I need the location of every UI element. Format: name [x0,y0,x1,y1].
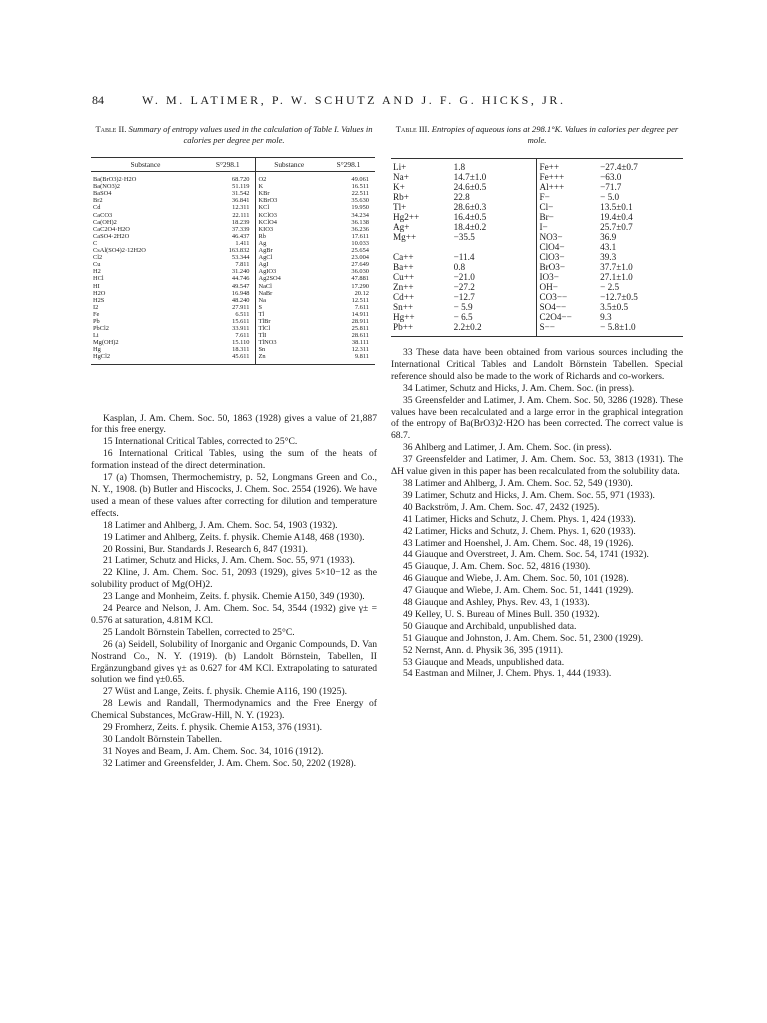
footnote-right: 51 Giauque and Johnston, J. Am. Chem. Soc. 51, 2300 (1929). [403,632,644,644]
table2-substance-cell: Cd [93,204,101,212]
table3-value-cell: 43.1 [600,242,617,252]
table3-value-cell: −12.7 [452,292,537,302]
footnote-right: 36 Ahlberg and Latimer, J. Am. Chem. Soc. (in press). [403,442,612,454]
table3-value-cell: 25.7±0.7 [600,222,633,232]
table3-ion-cell: Tl+ [393,202,407,212]
table3-value-cell: 3.5±0.5 [600,302,629,312]
table3-value-cell: − 2.5 [600,282,620,292]
table3-value-cell: 28.6±0.3 [452,202,537,212]
footnote-right: 49 Kelley, U. S. Bureau of Mines Bull. 350 (1932). [403,608,600,620]
table3-value-cell: −63.0 [600,172,622,182]
table2-entropy-cell: 27.911 [200,304,256,311]
table2-entropy-cell: 47.881 [351,275,369,283]
table2-row [91,226,375,233]
table2-substance-cell: NaCl [258,282,272,290]
table2-substance-cell: HCl [93,275,104,283]
table2-entropy-cell: 49.547 [200,283,256,290]
table3-value-cell: − 6.5 [452,312,537,322]
table2-entropy-cell: 22.511 [351,190,369,198]
table3-ion-cell: K+ [393,182,405,192]
table2-entropy-cell: 1.411 [200,240,256,247]
footnote-left: 20 Rossini, Bur. Standards J. Research 6, 847 (1931). [103,543,308,555]
table2-entropy-cell: 12.311 [200,204,256,211]
table2-substance-cell: PbCl2 [93,325,109,333]
table2-row [91,254,375,261]
footnote-right: 37 Greensfelder and Latimer, J. Am. Chem. Soc. 53, 3813 (1931). The ΔH value given in this paper has been recalculated from the solubility data. [391,454,683,478]
table2-entropy-cell: 35.630 [351,197,369,205]
table2-row [91,283,375,290]
footnote-right: 39 Latimer, Schutz and Hicks, J. Am. Chem. Soc. 55, 971 (1933). [403,489,655,501]
table2-header-row [91,158,375,172]
table2-entropy-cell: 23.004 [351,254,369,262]
table2-substance-cell: Na [258,296,266,304]
table2-col-header: S°298.1 [200,158,256,172]
table2-entropy-cell: 45.611 [200,353,256,364]
table2-row [91,240,375,247]
table3-ion-cell: Al+++ [539,182,565,192]
table2-entropy-cell: 25.811 [351,325,369,333]
footnote-left: 23 Lange and Monheim, Zeits. f. physik. Chemie A150, 349 (1930). [103,591,365,603]
footnote-left: 31 Noyes and Beam, J. Am. Chem. Soc. 34, 1016 (1912). [103,745,324,757]
table2-row [91,311,375,318]
table3-value-cell: −27.4±0.7 [600,162,638,172]
table2-substance-cell: Cu [93,261,101,269]
table2-substance-cell: HI [93,282,100,290]
table2-entropy-cell: 17.611 [351,232,369,240]
footnote-left: 26 (a) Seidell, Solubility of Inorganic and Organic Compounds, D. Van Nostrand Co., N. Y. (1919). (b) Landolt Börnstein, Tabellen, II Ergänzungband gives γ± as 0.627 for 4M KCl. Extrapolating to saturated solution we find γ±0.65. [91,638,377,686]
left-column [91,124,377,770]
footnote-right: 38 Latimer and Ahlberg, J. Am. Chem. Soc. 52, 549 (1930). [403,477,633,489]
table3-ion-cell: C2O4−− [539,312,572,322]
table3-caption [391,124,683,151]
table3-ion-cell: Li+ [393,162,407,172]
table2-substance-cell: TlCl [258,325,271,333]
footnote-left: 27 Wüst and Lange, Zeits. f. physik. Chemie A116, 190 (1925). [103,686,348,698]
table2-entropy-cell: 27.649 [351,261,369,269]
table3-ion-cell: Hg2++ [393,212,420,222]
table3-ion-cell [391,242,452,252]
table2-row [91,268,375,275]
table2-row [91,290,375,297]
table3-ion-cell: Cd++ [393,292,415,302]
table2-substance-cell: K [258,183,264,191]
table2-entropy-cell: 10.033 [351,239,369,247]
table2-row [91,304,375,311]
table2-entropy-cell: 14.911 [351,310,369,318]
table2-row [91,353,375,364]
footnote-left: 15 International Critical Tables, corrected to 25°C. [103,436,298,448]
table2-substance-cell: AgIO3 [258,268,277,276]
table3-ion-cell: Pb++ [393,322,414,332]
table2-entropy-cell: 25.654 [351,247,369,255]
table3-body [391,159,683,337]
footnote-right: 43 Latimer and Hoenshel, J. Am. Chem. Soc. 48, 19 (1926). [403,537,634,549]
table2-row [91,219,375,226]
table2-entropy-cell: 51.119 [200,183,256,190]
table3-ion-cell: Fe++ [539,162,560,172]
table2-entropy-cell: 17.290 [351,282,369,290]
table2-substance-cell: Ag2SO4 [258,275,281,283]
table3-caption-lead: Table III. [395,124,430,134]
table2-substance-cell: H2 [93,268,101,276]
table2-body [91,172,375,364]
table2-row [91,204,375,211]
table3-ion-cell: Ca++ [393,252,414,262]
table2-substance-cell: Hg [93,346,101,354]
footnote-left: 18 Latimer and Ahlberg, J. Am. Chem. Soc. 54, 1903 (1932). [103,519,338,531]
table3-ion-cell: BrO3− [539,262,566,272]
table2-substance-cell: KCl [258,204,270,212]
table2-entropy-cell: 22.111 [200,212,256,219]
table3-value-cell: 2.2±0.2 [452,322,537,337]
footnote-left: 28 Lewis and Randall, Thermodynamics and the Free Energy of Chemical Substances, McGraw-Hill, N. Y. (1923). [91,698,377,722]
table3-value-cell: 16.4±0.5 [452,212,537,222]
table2-entropy-cell: 7.611 [354,303,369,311]
footnote-right: 33 These data have been obtained from various sources including the International Critical Tables and Landolt Börnstein Tabellen. Special reference should also be made to the work of Richards and co-workers. [391,347,683,382]
table3-value-cell: 13.5±0.1 [600,202,633,212]
table2-entropy-cell: 48.240 [200,297,256,304]
table2-substance-cell: I2 [93,303,99,311]
table3-ion-cell: CO3−− [539,292,568,302]
table3-row [391,192,683,202]
running-title: W. M. LATIMER, P. W. SCHUTZ AND J. F. G. HICKS, JR. [142,93,566,107]
table2-col-header: Substance [256,158,322,172]
footnote-right: 50 Giauque and Archibald, unpublished data. [403,620,577,632]
table3-ion-cell: Ag+ [393,222,410,232]
table2-entropy-cell: 7.811 [200,261,256,268]
footnote-left: 17 (a) Thomsen, Thermochemistry, p. 52, Longmans Green and Co., N. Y., 1908. (b) Butler and Hiscocks, J. Chem. Soc. 2554 (1926). We have used a mean of these values after correcting for dilution and temperature effects. [91,472,377,519]
table2-substance-cell: CaC2O4·H2O [93,225,130,233]
table2-entropy-cell: 36.030 [351,268,369,276]
table3-row [391,202,683,212]
table3-ion-cell: Sn++ [393,302,414,312]
table2-col-header: S°298.1 [322,158,375,172]
table2-entropy-cell: 31.240 [200,268,256,275]
table2-substance-cell: BaSO4 [93,190,112,198]
table2-entropy-cell: 6.511 [200,311,256,318]
table2-entropy-cell: 37.339 [200,226,256,233]
table2-substance-cell: AgCl [258,254,273,262]
table3-ion-cell: Na+ [393,172,409,182]
table2-substance-cell: Fe [93,310,100,318]
table2-substance-cell: Zn [258,353,266,361]
footnote-right: 44 Giauque and Overstreet, J. Am. Chem. Soc. 54, 1741 (1932). [403,549,649,561]
table2 [91,157,375,365]
table3-caption-text: Entropies of aqueous ions at 298.1°K. Values in calories per degree per mole. [431,124,679,145]
table2-substance-cell: AgI [258,261,269,269]
table3-value-cell: 39.3 [600,252,617,262]
table3-value-cell: 36.9 [600,232,617,242]
table2-row [91,183,375,190]
table3-value-cell: − 5.8±1.0 [600,322,636,332]
table2-entropy-cell: 28.911 [351,317,369,325]
table2-substance-cell: Ag [258,239,267,247]
right-column [391,124,683,680]
table2-row [91,346,375,353]
table2-substance-cell: H2S [93,296,105,304]
table3-ion-cell: F− [539,192,550,202]
table2-entropy-cell: 18.311 [200,346,256,353]
table2-substance-cell: H2O [93,289,106,297]
table3-value-cell: 22.8 [452,192,537,202]
table2-substance-cell: NaBr [258,289,273,297]
table2-substance-cell: CsAl(SO4)2·12H2O [93,247,146,255]
table3-row [391,182,683,192]
table2-entropy-cell: 12.311 [351,346,369,354]
table2-entropy-cell: 53.344 [200,254,256,261]
table3-value-cell: −27.2 [452,282,537,292]
table2-substance-cell: Cl2 [93,254,103,262]
table2-entropy-cell: 68.720 [200,172,256,184]
table3-value-cell [452,242,537,252]
footnote-right: 41 Latimer, Hicks and Schutz, J. Chem. Phys. 1, 424 (1933). [403,513,636,525]
table2-entropy-cell: 31.542 [200,190,256,197]
table3-value-cell: 0.8 [452,262,537,272]
table2-row [91,233,375,240]
table3-row [391,322,683,337]
table2-entropy-cell: 15.611 [200,318,256,325]
table3-row [391,252,683,262]
table2-entropy-cell: 19.950 [351,204,369,212]
table3-row [391,272,683,282]
table2-caption-lead: Table II. [95,124,127,134]
table2-entropy-cell: 36.841 [200,197,256,204]
footnote-left: 32 Latimer and Greensfelder, J. Am. Chem. Soc. 50, 2202 (1928). [103,757,356,769]
table2-substance-cell: Ca(OH)2 [93,218,117,226]
table2-entropy-cell: 34.234 [351,211,369,219]
table2-entropy-cell: 28.611 [351,332,369,340]
table2-substance-cell: O2 [258,176,267,184]
table2-entropy-cell: 49.061 [351,176,369,184]
table3-value-cell: 18.4±0.2 [452,222,537,232]
table3-ion-cell: IO3− [539,272,559,282]
table2-entropy-cell: 38.111 [351,339,369,347]
table3-ion-cell: I− [539,222,548,232]
table3-row [391,172,683,182]
footnote-right: 42 Latimer, Hicks and Schutz, J. Chem. Phys. 1, 620 (1933). [403,525,636,537]
table3-row [391,302,683,312]
left-footnotes [91,413,377,770]
table3-ion-cell: S−− [539,322,555,332]
table2-entropy-cell: 16.948 [200,290,256,297]
table3-row [391,159,683,173]
table2-entropy-cell: 20.12 [354,289,369,297]
table3-ion-cell: Cl− [539,202,554,212]
table2-substance-cell: KIO3 [258,225,274,233]
footnote-right: 54 Eastman and Milner, J. Chem. Phys. 1, 444 (1933). [403,668,612,680]
table2-row [91,197,375,204]
table2-caption-text: Summary of entropy values used in the calculation of Table I. Values in calories per degree per mole. [128,124,373,145]
table3-ion-cell: Mg++ [393,232,417,242]
footnote-left: Kasplan, J. Am. Chem. Soc. 50, 1863 (1928) gives a value of 21,887 for this free energy. [91,412,377,436]
table2-substance-cell: C [93,239,98,247]
table3 [391,158,683,337]
footnote-left: 30 Landolt Börnstein Tabellen. [103,734,223,745]
table2-substance-cell: TlNO3 [258,339,277,347]
table3-value-cell: −71.7 [600,182,622,192]
table3-ion-cell: Hg++ [393,312,415,322]
table2-entropy-cell: 18.239 [200,219,256,226]
table3-ion-cell: Ba++ [393,262,414,272]
footnote-right: 34 Latimer, Schutz and Hicks, J. Am. Chem. Soc. (in press). [403,382,635,394]
running-header [92,93,692,109]
table2-col-header: Substance [91,158,200,172]
table2-row [91,261,375,268]
table3-ion-cell: Cu++ [393,272,415,282]
table3-value-cell: 14.7±1.0 [452,172,537,182]
table3-row [391,292,683,302]
footnote-right: 47 Giauque and Wiebe, J. Am. Chem. Soc. 51, 1441 (1929). [403,585,634,597]
table2-row [91,247,375,254]
table3-value-cell: − 5.0 [600,192,620,202]
page-number: 84 [92,93,104,107]
table2-row [91,332,375,339]
footnote-left: 19 Latimer and Ahlberg, Zeits. f. physik. Chemie A148, 468 (1930). [103,531,365,543]
table2-substance-cell: Ba(NO3)2 [93,183,120,191]
table2-entropy-cell: 12.511 [351,296,369,304]
table2-row [91,339,375,346]
table3-ion-cell: OH− [539,282,558,292]
table2-caption [91,124,377,151]
table2-substance-cell: Pb [93,317,100,325]
table2-entropy-cell: 7.611 [200,332,256,339]
table2-substance-cell: KClO4 [258,218,277,226]
table2-entropy-cell: 44.746 [200,275,256,282]
table3-row [391,282,683,292]
table2-substance-cell: Sn [258,346,266,354]
table3-row [391,262,683,272]
table3-value-cell: −11.4 [452,252,537,262]
table3-value-cell: 24.6±0.5 [452,182,537,192]
table3-value-cell: −35.5 [452,232,537,242]
table2-substance-cell: Ba(BrO3)2·H2O [93,176,137,184]
table3-row [391,242,683,252]
table3-ion-cell: Fe+++ [539,172,565,182]
table2-entropy-cell: 36.138 [351,218,369,226]
footnote-right: 53 Giauque and Meads, unpublished data. [403,656,565,668]
table2-substance-cell: TlI [258,332,267,340]
table3-value-cell: −21.0 [452,272,537,282]
table2-row [91,297,375,304]
table2-substance-cell: KBrO3 [258,197,278,205]
table2-entropy-cell: 163.832 [200,247,256,254]
table2-substance-cell: Tl [258,310,265,318]
footnote-left: 22 Kline, J. Am. Chem. Soc. 51, 2093 (1929), gives 5×10−12 as the solubility product of Mg(OH)2. [91,567,377,591]
table3-ion-cell: SO4−− [539,302,567,312]
table2-substance-cell: Rb [258,232,266,240]
table2-row [91,172,375,184]
table3-value-cell: 27.1±1.0 [600,272,633,282]
footnote-right: 35 Greensfelder and Latimer, J. Am. Chem. Soc. 50, 3286 (1928). These values have been recalculated and a large error in the graphical integration of the entropy of Ba(BrO3)2·H2O has been corrected. The correct value is 68.7. [391,394,683,442]
table2-substance-cell: CaSO4·2H2O [93,232,130,240]
table2-entropy-cell: 46.437 [200,233,256,240]
table2-row [91,318,375,325]
table3-row [391,232,683,242]
table2-row [91,275,375,282]
table2-entropy-cell: 9.811 [354,353,369,361]
footnote-left: 21 Latimer, Schutz and Hicks, J. Am. Chem. Soc. 55, 971 (1933). [103,555,355,567]
footnote-left: 25 Landolt Börnstein Tabellen, corrected to 25°C. [103,626,295,638]
table2-row [91,212,375,219]
table2-substance-cell: CaCO3 [93,211,113,219]
table3-value-cell: −12.7±0.5 [600,292,638,302]
footnote-left: 24 Pearce and Nelson, J. Am. Chem. Soc. 54, 3544 (1932) give γ± = 0.576 at saturation, 4.81M KCl. [91,603,377,626]
footnote-right: 40 Backström, J. Am. Chem. Soc. 47, 2432 (1925). [403,501,600,513]
table3-value-cell: 1.8 [452,159,537,173]
table3-ion-cell: ClO3− [539,252,565,262]
table2-substance-cell: S [258,303,263,311]
footnote-right: 46 Giauque and Wiebe, J. Am. Chem. Soc. 50, 101 (1928). [403,573,629,585]
table3-ion-cell: Zn++ [393,282,414,292]
table2-entropy-cell: 15.110 [200,339,256,346]
table2-row [91,190,375,197]
table2-substance-cell: TlBr [258,317,271,325]
footnote-left: 29 Fromherz, Zeits. f. physik. Chemie A153, 376 (1931). [103,722,323,734]
table3-ion-cell: NO3− [539,232,563,242]
table3-value-cell: 19.4±0.4 [600,212,633,222]
footnote-left: 16 International Critical Tables, using the sum of the heats of formation instead of the direct determination. [91,448,377,472]
table3-row [391,312,683,322]
table3-value-cell: 9.3 [600,312,612,322]
table2-entropy-cell: 16.511 [351,183,369,191]
table3-row [391,212,683,222]
table2-substance-cell: Mg(OH)2 [93,339,119,347]
table2-entropy-cell: 33.911 [200,325,256,332]
table2-substance-cell: HgCl2 [93,353,111,361]
table2-substance-cell: Br2 [93,197,103,205]
footnote-right: 45 Giauque, J. Am. Chem. Soc. 52, 4816 (1930). [403,561,591,573]
table2-substance-cell: KBr [258,190,270,198]
table2-substance-cell: AgBr [258,247,273,255]
table3-row [391,222,683,232]
right-footnotes [391,347,683,680]
table2-row [91,325,375,332]
table3-ion-cell: ClO4− [539,242,565,252]
table2-substance-cell: Li [93,332,99,340]
table3-ion-cell: Br− [539,212,554,222]
table3-value-cell: 37.7±1.0 [600,262,633,272]
table2-substance-cell: KClO3 [258,211,277,219]
footnote-right: 52 Nernst, Ann. d. Physik 36, 395 (1911). [403,644,564,656]
table2-entropy-cell: 36.236 [351,225,369,233]
table3-ion-cell: Rb+ [393,192,409,202]
table3-value-cell: − 5.9 [452,302,537,312]
footnote-right: 48 Giauque and Ashley, Phys. Rev. 43, 1 (1933). [403,597,590,609]
